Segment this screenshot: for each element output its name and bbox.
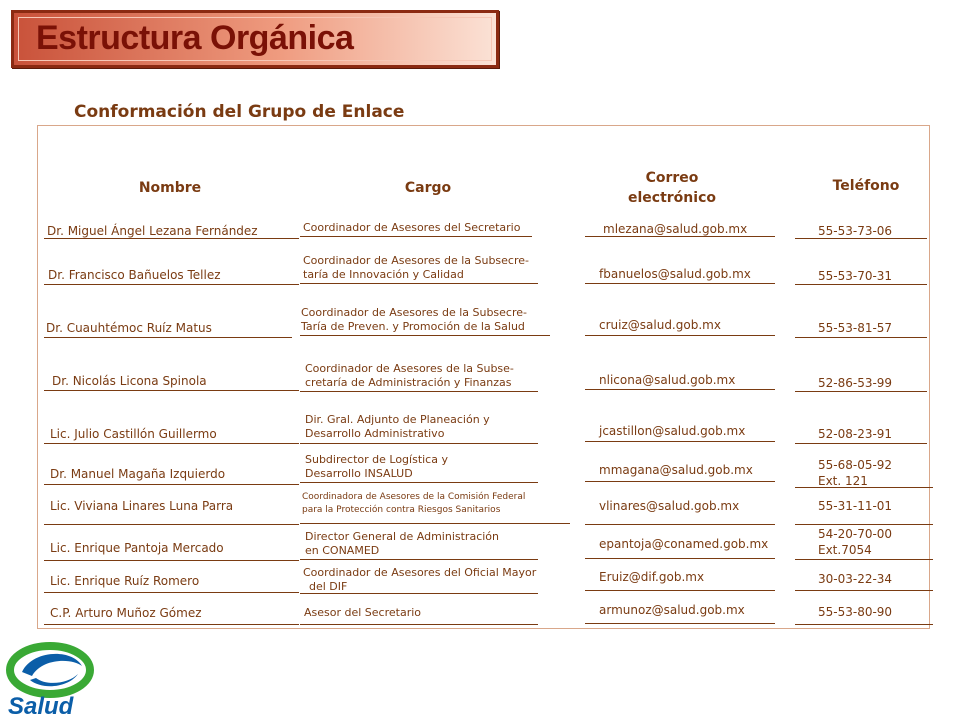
row-5-telefono-line2: Ext. 121: [818, 474, 868, 488]
title-banner: [11, 10, 499, 68]
row-5-telefono-underline: [795, 487, 933, 488]
row-3-cargo-underline: [300, 391, 538, 392]
row-0-telefono-underline: [795, 238, 927, 239]
row-7-correo-underline: [585, 558, 775, 559]
row-1-correo: fbanuelos@salud.gob.mx: [599, 267, 751, 281]
row-2-cargo-line1: Coordinador de Asesores de la Subsecre-: [301, 306, 527, 319]
row-9-telefono: 55-53-80-90: [818, 605, 893, 619]
page-title: Estructura Orgánica: [36, 19, 354, 57]
row-2-correo: cruiz@salud.gob.mx: [599, 318, 721, 332]
row-7-nombre: Lic. Enrique Pantoja Mercado: [50, 541, 224, 555]
row-6-telefono-underline: [795, 524, 933, 525]
row-8-nombre: Lic. Enrique Ruíz Romero: [50, 574, 200, 588]
row-3-nombre: Dr. Nicolás Licona Spinola: [52, 374, 207, 388]
row-4-cargo-underline: [300, 443, 538, 444]
row-5-telefono-line1: 55-68-05-92: [818, 458, 893, 472]
row-0-cargo-line1: Coordinador de Asesores del Secretario: [303, 221, 521, 234]
row-4-cargo-line1: Dir. Gral. Adjunto de Planeación y: [305, 413, 490, 426]
row-4-telefono: 52-08-23-91: [818, 427, 893, 441]
row-5-correo: mmagana@salud.gob.mx: [599, 463, 753, 477]
row-7-cargo-line1: Director General de Administración: [305, 530, 500, 543]
header-correo-line1: Correo: [645, 170, 699, 186]
row-9-correo-underline: [585, 623, 775, 624]
row-8-cargo-line1: Coordinador de Asesores del Oficial Mayor: [303, 566, 537, 579]
row-2-correo-underline: [585, 335, 775, 336]
row-5-correo-underline: [585, 481, 775, 482]
row-8-cargo-line2: del DIF: [309, 580, 348, 593]
row-8-telefono: 30-03-22-34: [818, 572, 893, 586]
row-8-correo: Eruiz@dif.gob.mx: [599, 570, 705, 584]
row-9-cargo-underline: [300, 624, 538, 625]
row-3-telefono: 52-86-53-99: [818, 376, 893, 390]
row-6-cargo-line2: para la Protección contra Riesgos Sanitarios: [302, 505, 501, 515]
row-1-correo-underline: [585, 283, 775, 284]
row-9-cargo-line1: Asesor del Secretario: [304, 606, 422, 619]
row-1-cargo-underline: [300, 283, 538, 284]
header-nombre: Nombre: [138, 180, 202, 196]
row-2-telefono-underline: [795, 337, 927, 338]
row-6-telefono: 55-31-11-01: [818, 499, 893, 513]
row-3-correo: nlicona@salud.gob.mx: [599, 373, 736, 387]
row-1-telefono: 55-53-70-31: [818, 269, 893, 283]
row-0-correo-underline: [585, 236, 775, 237]
header-correo-line2: electrónico: [628, 190, 716, 206]
row-6-nombre: Lic. Viviana Linares Luna Parra: [50, 499, 234, 513]
row-8-correo-underline: [585, 590, 775, 591]
row-6-correo-underline: [585, 524, 775, 525]
logo-wordmark: Salud: [8, 693, 74, 720]
row-2-nombre-underline: [44, 337, 292, 338]
row-3-correo-underline: [585, 389, 775, 390]
row-2-cargo-line2: Taría de Preven. y Promoción de la Salud: [301, 320, 525, 333]
row-6-nombre-underline: [44, 524, 299, 525]
row-9-telefono-underline: [795, 624, 933, 625]
row-7-telefono-underline: [795, 559, 933, 560]
row-7-telefono-line2: Ext.7054: [818, 543, 872, 557]
row-0-nombre-underline: [44, 238, 299, 239]
row-0-cargo-underline: [300, 236, 532, 237]
row-9-correo: armunoz@salud.gob.mx: [599, 603, 745, 617]
row-6-correo: vlinares@salud.gob.mx: [599, 499, 740, 513]
row-3-nombre-underline: [44, 390, 299, 391]
row-7-cargo-line2: en CONAMED: [305, 544, 380, 557]
row-8-telefono-underline: [795, 590, 933, 591]
row-3-cargo-line1: Coordinador de Asesores de la Subse-: [305, 362, 514, 375]
row-7-cargo-underline: [300, 559, 538, 560]
row-1-telefono-underline: [795, 284, 927, 285]
row-6-cargo-underline: [300, 523, 570, 524]
row-9-nombre: C.P. Arturo Muñoz Gómez: [50, 606, 202, 620]
row-1-nombre: Dr. Francisco Bañuelos Tellez: [48, 268, 221, 282]
row-4-correo-underline: [585, 441, 775, 442]
row-7-correo: epantoja@conamed.gob.mx: [599, 537, 769, 551]
row-2-telefono: 55-53-81-57: [818, 321, 893, 335]
row-5-cargo-line1: Subdirector de Logística y: [305, 453, 448, 466]
row-3-telefono-underline: [795, 391, 927, 392]
row-4-correo: jcastillon@salud.gob.mx: [599, 424, 746, 438]
row-0-telefono: 55-53-73-06: [818, 224, 893, 238]
row-8-nombre-underline: [44, 592, 299, 593]
row-5-nombre-underline: [44, 484, 299, 485]
row-4-cargo-line2: Desarrollo Administrativo: [305, 427, 445, 440]
row-1-cargo-line2: taría de Innovación y Calidad: [303, 268, 464, 281]
row-3-cargo-line2: cretaría de Administración y Finanzas: [305, 376, 512, 389]
row-7-nombre-underline: [44, 560, 299, 561]
row-5-cargo-line2: Desarrollo INSALUD: [305, 467, 413, 480]
row-1-cargo-line1: Coordinador de Asesores de la Subsecre-: [303, 254, 529, 267]
row-0-nombre: Dr. Miguel Ángel Lezana Fernández: [47, 224, 258, 238]
row-4-nombre-underline: [44, 443, 299, 444]
header-telefono: Teléfono: [832, 178, 900, 194]
section-subtitle: Conformación del Grupo de Enlace: [74, 102, 405, 122]
row-2-cargo-underline: [300, 335, 550, 336]
row-5-cargo-underline: [300, 482, 538, 483]
row-5-nombre: Dr. Manuel Magaña Izquierdo: [50, 467, 226, 481]
row-2-nombre: Dr. Cuauhtémoc Ruíz Matus: [46, 321, 212, 335]
row-4-nombre: Lic. Julio Castillón Guillermo: [50, 427, 217, 441]
row-7-telefono-line1: 54-20-70-00: [818, 527, 893, 541]
row-9-nombre-underline: [44, 624, 299, 625]
row-8-cargo-underline: [300, 593, 538, 594]
row-0-correo: mlezana@salud.gob.mx: [603, 222, 748, 236]
header-cargo: Cargo: [404, 180, 452, 196]
row-4-telefono-underline: [795, 443, 927, 444]
row-6-cargo-line1: Coordinadora de Asesores de la Comisión Federal: [302, 492, 526, 502]
row-1-nombre-underline: [44, 284, 299, 285]
